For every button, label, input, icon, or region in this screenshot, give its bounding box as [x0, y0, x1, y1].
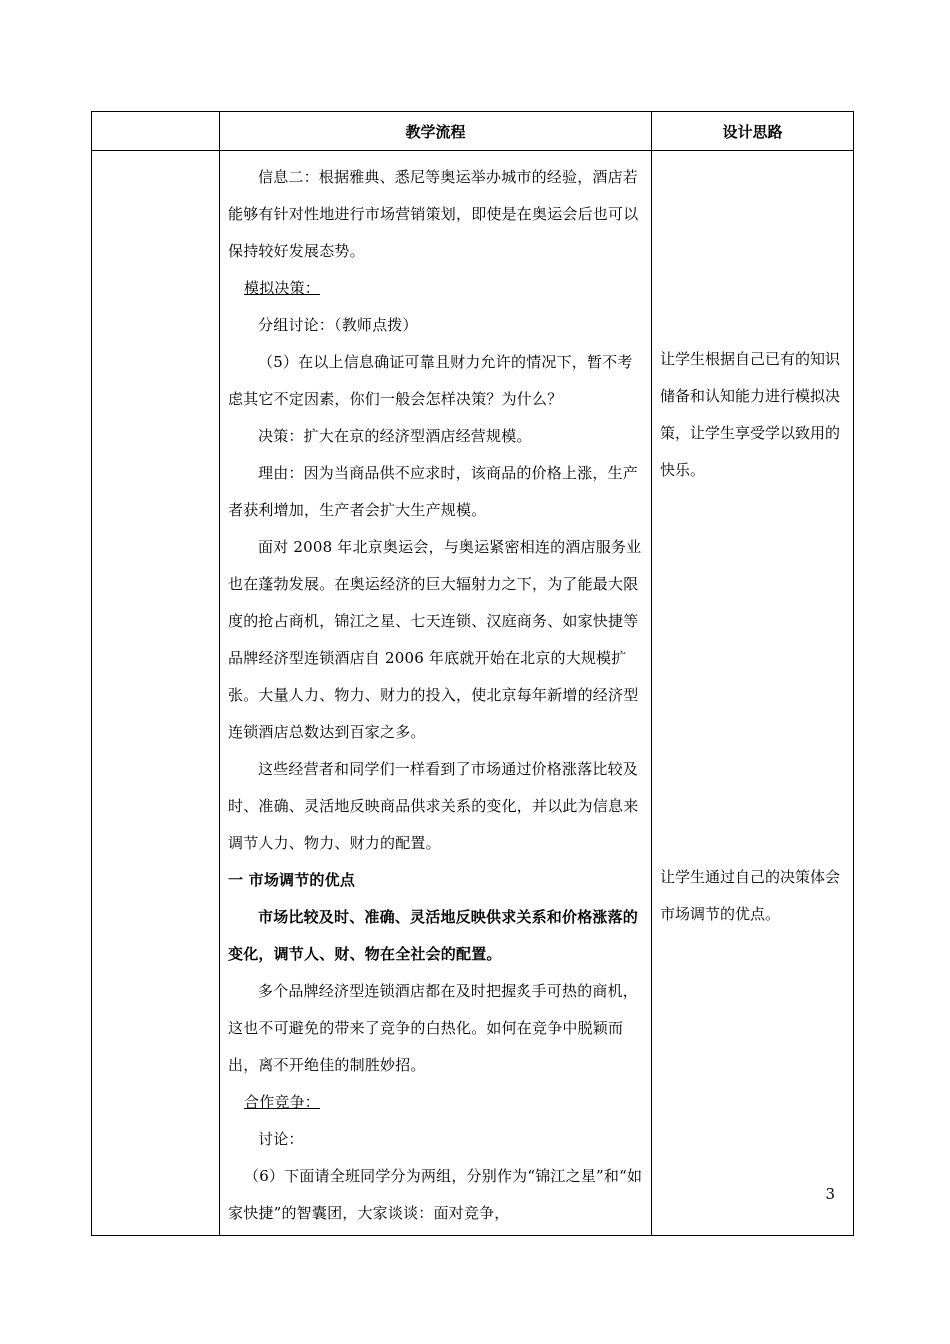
- cooperative-competition-title: 合作竞争：: [244, 1093, 321, 1111]
- content-row: [92, 151, 854, 1236]
- header-design-idea: 设计思路: [652, 112, 854, 151]
- reason: 理由：因为当商品供不应求时，该商品的价格上涨，生产者获利增加，生产者会扩大生产规模。: [228, 464, 639, 519]
- lesson-plan-table: [91, 111, 854, 1236]
- section-heading-1: 一 市场调节的优点: [228, 871, 356, 889]
- question-6: （6）下面请全班同学分为两组，分别作为“锦江之星”和“如家快捷”的智囊团，大家谈谈：面对竞争，: [228, 1167, 643, 1222]
- group-discussion: 分组讨论：（教师点拨）: [258, 316, 418, 334]
- design-idea-cell: [652, 151, 854, 1236]
- design-note-2: 让学生通过自己的决策体会市场调节的优点。: [660, 868, 841, 923]
- discussion-label: 讨论：: [258, 1130, 304, 1148]
- blank-cell: [92, 151, 220, 1236]
- competition-paragraph: 多个品牌经济型连锁酒店都在及时把握炙手可热的商机，这也不可避免的带来了竞争的白热化。如何在竞争中脱颖而出，离不开绝佳的制胜妙招。: [228, 982, 639, 1074]
- simulated-decision-title: 模拟决策：: [244, 279, 321, 297]
- info-2: 信息二：根据雅典、悉尼等奥运举办城市的经验，酒店若能够有针对性地进行市场营销策划，即使是在奥运会后也可以保持较好发展态势。: [228, 168, 639, 260]
- header-blank: [92, 112, 220, 151]
- header-row: [92, 112, 854, 151]
- decision: 决策：扩大在京的经济型酒店经营规模。: [258, 427, 532, 445]
- page-number: 3: [825, 1185, 835, 1203]
- teaching-flow-cell: [220, 151, 652, 1236]
- market-paragraph: 这些经营者和同学们一样看到了市场通过价格涨落比较及时、准确、灵活地反映商品供求关系的变化，并以此为信息来调节人力、物力、财力的配置。: [228, 760, 639, 852]
- question-5: （5）在以上信息确证可靠且财力允许的情况下，暂不考虑其它不定因素，你们一般会怎样决策？为什么？: [228, 353, 633, 408]
- header-teaching-flow: 教学流程: [220, 112, 652, 151]
- olympics-paragraph: 面对 2008 年北京奥运会，与奥运紧密相连的酒店服务业也在蓬勃发展。在奥运经济的巨大辐射力之下，为了能最大限度的抢占商机，锦江之星、七天连锁、汉庭商务、如家快捷等品牌经济型连锁酒店自 2006 年底就开始在北京的大规模扩张。大量人力、物力、财力的投入，使北京每年新增的经济型连锁酒店总数达到百家之多。: [228, 538, 642, 741]
- design-note-1: 让学生根据自己已有的知识储备和认知能力进行模拟决策，让学生享受学以致用的快乐。: [660, 350, 841, 479]
- key-point: 市场比较及时、准确、灵活地反映供求关系和价格涨落的变化，调节人、财、物在全社会的配置。: [228, 908, 639, 963]
